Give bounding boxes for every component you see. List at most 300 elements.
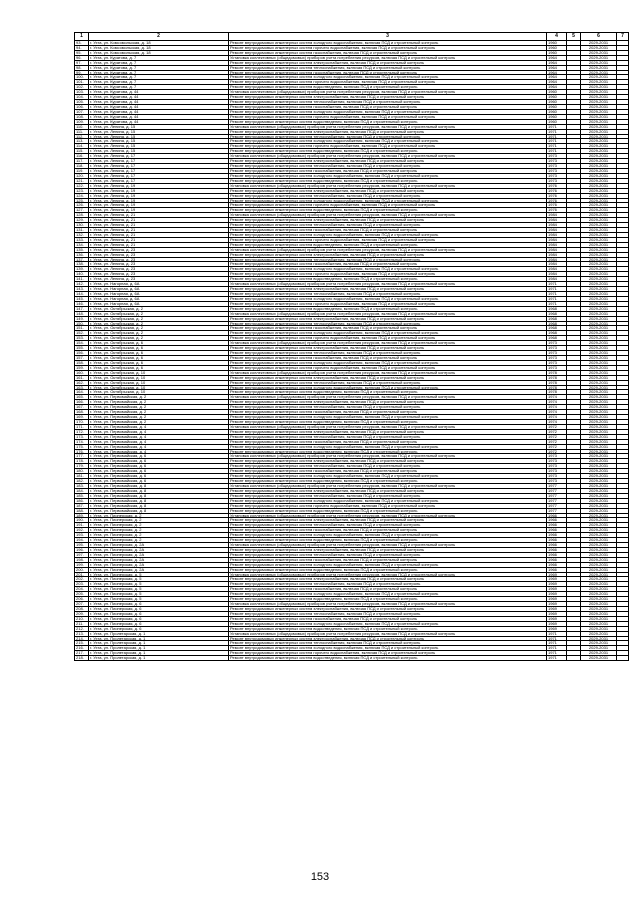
period-cell: 2029-2031 [581,90,617,95]
address-cell: г. Ухта, ул. Нагорная, д. 6А [89,287,229,292]
address-cell: г. Ухта, ул. Ленина, д. 17 [89,159,229,164]
row-number-cell: 97. [75,60,89,65]
period-cell: 2029-2031 [581,375,617,380]
year-built-cell: 1969 [547,602,567,607]
row-number-cell: 218. [75,656,89,661]
period-cell: 2029-2031 [581,306,617,311]
address-cell: г. Ухта, ул. Пионерская, д. 2 [89,518,229,523]
work-type-cell: Ремонт внутридомовых инженерных систем теплоснабжения, включая ПСД и строительный контроль [229,257,547,262]
address-cell: г. Ухта, ул. Октябрьская, д. 6 [89,351,229,356]
period-cell: 2029-2031 [581,178,617,183]
row-number-cell: 102. [75,85,89,90]
work-type-cell: Ремонт внутридомовых инженерных систем электроснабжения, включая ПСД и строительный контроль [229,400,547,405]
work-type-cell: Ремонт внутридомовых инженерных систем холодного водоснабжения, включая ПСД и строительный контроль [229,444,547,449]
period-cell: 2029-2031 [581,616,617,621]
row-number-cell: 197. [75,552,89,557]
row-number-cell: 108. [75,114,89,119]
period-cell: 2029-2031 [581,316,617,321]
row-number-cell: 209. [75,611,89,616]
work-type-cell: Ремонт внутридомовых инженерных систем холодного водоснабжения, включая ПСД и строительный контроль [229,331,547,336]
year-built-cell: 1984 [547,213,567,218]
year-built-cell: 1984 [547,257,567,262]
period-cell: 2029-2031 [581,257,617,262]
period-cell: 2029-2031 [581,469,617,474]
row-number-cell: 188. [75,508,89,513]
year-built-cell: 1964 [547,65,567,70]
period-cell: 2029-2031 [581,321,617,326]
year-built-cell: 1968 [547,331,567,336]
work-type-cell: Установка коллективных (общедомовых) приборов учета потребления ресурсов, включая ПСД и строительный контроль [229,213,547,218]
work-type-cell: Ремонт внутридомовых инженерных систем теплоснабжения, включая ПСД и строительный контроль [229,552,547,557]
period-cell: 2029-2031 [581,602,617,607]
row-number-cell: 134. [75,242,89,247]
row-number-cell: 113. [75,139,89,144]
work-type-cell: Ремонт внутридомовых инженерных систем водоотведения, включая ПСД и строительный контроль [229,242,547,247]
work-type-cell: Ремонт внутридомовых инженерных систем газоснабжения, включая ПСД и строительный контроль [229,50,547,55]
year-built-cell: 1977 [547,498,567,503]
row-number-cell: 178. [75,459,89,464]
address-cell: г. Ухта, ул. Октябрьская, д. 6 [89,360,229,365]
row-number-cell: 190. [75,518,89,523]
address-cell: г. Ухта, ул. Куратова, д. 44 [89,109,229,114]
work-type-cell: Ремонт внутридомовых инженерных систем газоснабжения, включая ПСД и строительный контроль [229,439,547,444]
address-cell: г. Ухта, ул. Ленина, д. 19 [89,203,229,208]
address-cell: г. Ухта, ул. Ленина, д. 15 [89,139,229,144]
row-number-cell: 211. [75,621,89,626]
row-number-cell: 130. [75,223,89,228]
year-built-cell: 1984 [547,242,567,247]
work-type-cell: Ремонт внутридомовых инженерных систем холодного водоснабжения, включая ПСД и строительный контроль [229,267,547,272]
address-cell: г. Ухта, ул. Ленина, д. 15 [89,129,229,134]
year-built-cell: 1969 [547,597,567,602]
work-type-cell: Ремонт внутридомовых инженерных систем электроснабжения, включая ПСД и строительный контроль [229,375,547,380]
address-cell: г. Ухта, ул. Пионерская, д. 2 [89,523,229,528]
row-number-cell: 215. [75,641,89,646]
work-type-cell: Ремонт внутридомовых инженерных систем водоотведения, включая ПСД и строительный контроль [229,178,547,183]
year-built-cell: 1964 [547,85,567,90]
period-cell: 2029-2031 [581,513,617,518]
period-cell: 2029-2031 [581,237,617,242]
row-number-cell: 110. [75,124,89,129]
address-cell: г. Ухта, ул. Октябрьская, д. 2 [89,316,229,321]
work-type-cell: Ремонт внутридомовых инженерных систем холодного водоснабжения, включая ПСД и строительный контроль [229,41,547,46]
work-type-cell: Ремонт внутридомовых инженерных систем теплоснабжения, включая ПСД и строительный контроль [229,292,547,297]
year-built-cell: 1973 [547,178,567,183]
row-number-cell: 95. [75,50,89,55]
period-cell: 2029-2031 [581,301,617,306]
address-cell: г. Ухта, ул. Первомайская, д. 4 [89,424,229,429]
row-number-cell: 216. [75,646,89,651]
year-built-cell: 1971 [547,139,567,144]
period-cell: 2029-2031 [581,365,617,370]
period-cell: 2029-2031 [581,459,617,464]
period-cell: 2029-2031 [581,149,617,154]
year-built-cell: 1960 [547,109,567,114]
column-header: 4 [547,33,567,41]
period-cell: 2029-2031 [581,449,617,454]
period-cell: 2029-2031 [581,218,617,223]
row-number-cell: 210. [75,616,89,621]
work-type-cell: Ремонт внутридомовых инженерных систем электроснабжения, включая ПСД и строительный контроль [229,60,547,65]
work-type-cell: Ремонт внутридомовых инженерных систем электроснабжения, включая ПСД и строительный контроль [229,95,547,100]
address-cell: г. Ухта, ул. Ленина, д. 15 [89,144,229,149]
work-type-cell: Установка коллективных (общедомовых) приборов учета потребления ресурсов, включая ПСД и строительный контроль [229,483,547,488]
row-number-cell: 180. [75,469,89,474]
row-number-cell: 201. [75,572,89,577]
row-number-cell: 125. [75,198,89,203]
work-type-cell: Ремонт внутридомовых инженерных систем водоотведения, включая ПСД и строительный контроль [229,508,547,513]
year-built-cell: 1971 [547,301,567,306]
period-cell: 2029-2031 [581,562,617,567]
row-number-cell: 158. [75,360,89,365]
period-cell: 2029-2031 [581,60,617,65]
period-cell: 2029-2031 [581,523,617,528]
row-number-cell: 200. [75,567,89,572]
work-type-cell: Ремонт внутридомовых инженерных систем теплоснабжения, включая ПСД и строительный контроль [229,434,547,439]
period-cell: 2029-2031 [581,95,617,100]
address-cell: г. Ухта, ул. Пионерская, д. 5 [89,597,229,602]
address-cell: г. Ухта, ул. Пионерская, д. 6 [89,602,229,607]
work-type-cell: Ремонт внутридомовых инженерных систем электроснабжения, включая ПСД и строительный контроль [229,346,547,351]
row-number-cell: 145. [75,296,89,301]
work-type-cell: Ремонт внутридомовых инженерных систем электроснабжения, включая ПСД и строительный контроль [229,188,547,193]
period-cell: 2029-2031 [581,380,617,385]
period-cell: 2029-2031 [581,134,617,139]
row-number-cell: 157. [75,356,89,361]
row-number-cell: 147. [75,306,89,311]
address-cell: г. Ухта, ул. Октябрьская, д. 6 [89,365,229,370]
year-built-cell: 1984 [547,267,567,272]
row-number-cell: 196. [75,547,89,552]
year-built-cell: 1973 [547,360,567,365]
row-number-cell: 118. [75,164,89,169]
year-built-cell: 1968 [547,336,567,341]
address-cell: г. Ухта, ул. Октябрьская, д. 2 [89,306,229,311]
period-cell: 2029-2031 [581,41,617,46]
year-built-cell: 1971 [547,656,567,661]
row-number-cell: 136. [75,252,89,257]
period-cell: 2029-2031 [581,538,617,543]
work-type-cell: Установка коллективных (общедомовых) приборов учета потребления ресурсов, включая ПСД и строительный контроль [229,572,547,577]
address-cell: г. Ухта, ул. Первомайская, д. 4 [89,444,229,449]
year-built-cell: 1971 [547,296,567,301]
row-number-cell: 184. [75,488,89,493]
period-cell: 2029-2031 [581,503,617,508]
year-built-cell: 1969 [547,577,567,582]
year-built-cell: 1964 [547,60,567,65]
row-number-cell: 185. [75,493,89,498]
work-type-cell: Ремонт внутридомовых инженерных систем электроснабжения, включая ПСД и строительный контроль [229,159,547,164]
row-number-cell: 161. [75,375,89,380]
row-number-cell: 166. [75,400,89,405]
work-type-cell: Ремонт внутридомовых инженерных систем холодного водоснабжения, включая ПСД и строительный контроль [229,173,547,178]
work-type-cell: Ремонт внутридомовых инженерных систем водоотведения, включая ПСД и строительный контроль [229,85,547,90]
period-cell: 2029-2031 [581,282,617,287]
row-number-cell: 177. [75,454,89,459]
work-type-cell: Установка коллективных (общедомовых) приборов учета потребления ресурсов, включая ПСД и строительный контроль [229,454,547,459]
work-type-cell: Ремонт внутридомовых инженерных систем электроснабжения, включая ПСД и строительный контроль [229,459,547,464]
year-built-cell: 1978 [547,385,567,390]
period-cell: 2029-2031 [581,577,617,582]
period-cell: 2029-2031 [581,592,617,597]
address-cell: г. Ухта, ул. Первомайская, д. 8 [89,483,229,488]
address-cell: г. Ухта, ул. Пионерская, д. 2А [89,552,229,557]
row-number-cell: 183. [75,483,89,488]
year-built-cell: 1976 [547,208,567,213]
year-built-cell: 1969 [547,587,567,592]
address-cell: г. Ухта, ул. Куратова, д. 7 [89,65,229,70]
work-type-cell: Установка коллективных (общедомовых) приборов учета потребления ресурсов, включая ПСД и строительный контроль [229,311,547,316]
year-built-cell: 1966 [547,513,567,518]
year-built-cell: 1969 [547,572,567,577]
work-type-cell: Ремонт внутридомовых инженерных систем холодного водоснабжения, включая ПСД и строительный контроль [229,139,547,144]
period-cell: 2029-2031 [581,508,617,513]
year-built-cell: 1960 [547,104,567,109]
work-type-cell: Ремонт внутридомовых инженерных систем горячего водоснабжения, включая ПСД и строительный контроль [229,80,547,85]
period-cell: 2029-2031 [581,464,617,469]
period-cell: 2029-2031 [581,611,617,616]
work-type-cell: Установка коллективных (общедомовых) приборов учета потребления ресурсов, включая ПСД и строительный контроль [229,183,547,188]
row-number-cell: 140. [75,272,89,277]
row-number-cell: 143. [75,287,89,292]
row-number-cell: 98. [75,65,89,70]
row-number-cell: 194. [75,538,89,543]
period-cell: 2029-2031 [581,479,617,484]
work-type-cell: Ремонт внутридомовых инженерных систем газоснабжения, включая ПСД и строительный контроль [229,616,547,621]
work-type-cell: Ремонт внутридомовых инженерных систем теплоснабжения, включая ПСД и строительный контроль [229,523,547,528]
year-built-cell: 1974 [547,400,567,405]
period-cell: 2029-2031 [581,168,617,173]
year-built-cell: 1972 [547,424,567,429]
address-cell: г. Ухта, ул. Первомайская, д. 2 [89,419,229,424]
period-cell: 2029-2031 [581,154,617,159]
address-cell: г. Ухта, ул. Пионерская, д. 6 [89,611,229,616]
row-number-cell: 123. [75,188,89,193]
row-number-cell: 132. [75,232,89,237]
period-cell: 2029-2031 [581,434,617,439]
address-cell: г. Ухта, ул. Нагорная, д. 6А [89,301,229,306]
address-cell: г. Ухта, ул. Пролетарская, д. 1 [89,646,229,651]
work-type-cell: Ремонт внутридомовых инженерных систем электроснабжения, включая ПСД и строительный контроль [229,129,547,134]
year-built-cell: 1973 [547,168,567,173]
column-header: 5 [567,33,581,41]
work-type-cell: Ремонт внутридомовых инженерных систем водоотведения, включая ПСД и строительный контроль [229,119,547,124]
period-cell: 2029-2031 [581,198,617,203]
row-number-cell: 94. [75,45,89,50]
year-built-cell: 1969 [547,626,567,631]
year-built-cell: 1964 [547,70,567,75]
period-cell: 2029-2031 [581,498,617,503]
row-number-cell: 169. [75,415,89,420]
address-cell: г. Ухта, ул. Ленина, д. 19 [89,183,229,188]
address-cell: г. Ухта, ул. Ленина, д. 19 [89,188,229,193]
column-header: 2 [89,33,229,41]
row-number-cell: 176. [75,449,89,454]
year-built-cell: 1976 [547,198,567,203]
row-number-cell: 107. [75,109,89,114]
work-type-cell: Ремонт внутридомовых инженерных систем водоотведения, включая ПСД и строительный контроль [229,208,547,213]
year-built-cell: 1966 [547,562,567,567]
period-cell: 2029-2031 [581,109,617,114]
work-type-cell: Ремонт внутридомовых инженерных систем газоснабжения, включая ПСД и строительный контроль [229,104,547,109]
period-cell: 2029-2031 [581,252,617,257]
work-type-cell: Установка коллективных (общедомовых) приборов учета потребления ресурсов, включая ПСД и строительный контроль [229,513,547,518]
period-cell: 2029-2031 [581,119,617,124]
row-number-cell: 149. [75,316,89,321]
page-number: 153 [310,871,330,883]
row-number-cell: 204. [75,587,89,592]
year-built-cell: 1984 [547,277,567,282]
address-cell: г. Ухта, ул. Октябрьская, д. 10 [89,385,229,390]
address-cell: г. Ухта, ул. Пионерская, д. 2А [89,543,229,548]
address-cell: г. Ухта, ул. Первомайская, д. 4 [89,449,229,454]
work-type-cell: Ремонт внутридомовых инженерных систем горячего водоснабжения, включая ПСД и строительный контроль [229,336,547,341]
address-cell: г. Ухта, ул. Пролетарская, д. 1 [89,631,229,636]
year-built-cell: 1969 [547,582,567,587]
address-cell: г. Ухта, ул. Первомайская, д. 2 [89,395,229,400]
work-type-cell: Ремонт внутридомовых инженерных систем газоснабжения, включая ПСД и строительный контроль [229,410,547,415]
period-cell: 2029-2031 [581,139,617,144]
address-cell: г. Ухта, ул. Первомайская, д. 6 [89,479,229,484]
address-cell: г. Ухта, ул. Куратова, д. 7 [89,75,229,80]
row-number-cell: 146. [75,301,89,306]
work-type-cell: Ремонт внутридомовых инженерных систем электроснабжения, включая ПСД и строительный контроль [229,577,547,582]
row-number-cell: 105. [75,100,89,105]
address-cell: г. Ухта, ул. Первомайская, д. 8 [89,493,229,498]
address-cell: г. Ухта, ул. Первомайская, д. 6 [89,474,229,479]
period-cell: 2029-2031 [581,419,617,424]
year-built-cell: 1976 [547,188,567,193]
period-cell: 2029-2031 [581,621,617,626]
address-cell: г. Ухта, ул. Пролетарская, д. 1 [89,636,229,641]
work-type-cell: Установка коллективных (общедомовых) приборов учета потребления ресурсов, включая ПСД и строительный контроль [229,247,547,252]
year-built-cell: 1978 [547,390,567,395]
row-number-cell: 181. [75,474,89,479]
work-type-cell: Ремонт внутридомовых инженерных систем холодного водоснабжения, включая ПСД и строительный контроль [229,109,547,114]
work-type-cell: Ремонт внутридомовых инженерных систем водоотведения, включая ПСД и строительный контроль [229,567,547,572]
year-built-cell: 1966 [547,528,567,533]
work-type-cell: Ремонт внутридомовых инженерных систем теплоснабжения, включая ПСД и строительный контроль [229,193,547,198]
works-table [74,32,629,661]
work-type-cell: Ремонт внутридомовых инженерных систем газоснабжения, включая ПСД и строительный контроль [229,262,547,267]
year-built-cell: 1976 [547,203,567,208]
address-cell: г. Ухта, ул. Куратова, д. 44 [89,104,229,109]
work-type-cell: Ремонт внутридомовых инженерных систем холодного водоснабжения, включая ПСД и строительный контроль [229,498,547,503]
address-cell: г. Ухта, ул. Пионерская, д. 2А [89,562,229,567]
address-cell: г. Ухта, ул. Нагорная, д. 6А [89,282,229,287]
work-type-cell: Ремонт внутридомовых инженерных систем электроснабжения, включая ПСД и строительный контроль [229,488,547,493]
address-cell: г. Ухта, ул. Первомайская, д. 8 [89,503,229,508]
row-number-cell: 179. [75,464,89,469]
address-cell: г. Ухта, ул. Ленина, д. 17 [89,178,229,183]
year-built-cell: 1977 [547,488,567,493]
year-built-cell: 1973 [547,159,567,164]
row-number-cell: 189. [75,513,89,518]
year-built-cell: 1972 [547,444,567,449]
year-built-cell: 1974 [547,395,567,400]
year-built-cell: 1966 [547,552,567,557]
empty-cell [567,656,581,661]
address-cell: г. Ухта, ул. Ленина, д. 21 [89,213,229,218]
year-built-cell: 1971 [547,149,567,154]
year-built-cell: 1972 [547,429,567,434]
address-cell: г. Ухта, ул. Первомайская, д. 2 [89,410,229,415]
work-type-cell: Ремонт внутридомовых инженерных систем горячего водоснабжения, включая ПСД и строительный контроль [229,203,547,208]
year-built-cell: 1971 [547,287,567,292]
address-cell: г. Ухта, ул. Ленина, д. 19 [89,208,229,213]
address-cell: г. Ухта, ул. Пролетарская, д. 1 [89,656,229,661]
row-number-cell: 101. [75,80,89,85]
address-cell: г. Ухта, ул. Пролетарская, д. 1 [89,641,229,646]
address-cell: г. Ухта, ул. Пионерская, д. 5 [89,577,229,582]
row-number-cell: 159. [75,365,89,370]
table-header [75,33,629,41]
address-cell: г. Ухта, ул. Октябрьская, д. 2 [89,336,229,341]
year-built-cell: 1969 [547,611,567,616]
year-built-cell: 1966 [547,538,567,543]
row-number-cell: 142. [75,282,89,287]
work-type-cell: Ремонт внутридомовых инженерных систем электроснабжения, включая ПСД и строительный контроль [229,429,547,434]
work-type-cell: Ремонт внутридомовых инженерных систем теплоснабжения, включая ПСД и строительный контроль [229,464,547,469]
row-number-cell: 160. [75,370,89,375]
year-built-cell: 1973 [547,154,567,159]
work-type-cell: Ремонт внутридомовых инженерных систем теплоснабжения, включая ПСД и строительный контроль [229,641,547,646]
period-cell: 2029-2031 [581,75,617,80]
period-cell: 2029-2031 [581,567,617,572]
work-type-cell: Ремонт внутридомовых инженерных систем горячего водоснабжения, включая ПСД и строительный контроль [229,301,547,306]
work-type-cell: Установка коллективных (общедомовых) приборов учета потребления ресурсов, включая ПСД и строительный контроль [229,90,547,95]
row-number-cell: 173. [75,434,89,439]
period-cell: 2029-2031 [581,336,617,341]
year-built-cell: 1977 [547,508,567,513]
year-built-cell: 1964 [547,55,567,60]
work-type-cell: Ремонт внутридомовых инженерных систем холодного водоснабжения, включая ПСД и строительный контроль [229,360,547,365]
address-cell: г. Ухта, ул. Комсомольская, д. 18 [89,50,229,55]
year-built-cell: 1973 [547,351,567,356]
period-cell: 2029-2031 [581,55,617,60]
work-type-cell: Установка коллективных (общедомовых) приборов учета потребления ресурсов, включая ПСД и строительный контроль [229,631,547,636]
address-cell: г. Ухта, ул. Нагорная, д. 6А [89,296,229,301]
address-cell: г. Ухта, ул. Ленина, д. 21 [89,242,229,247]
work-type-cell: Ремонт внутридомовых инженерных систем газоснабжения, включая ПСД и строительный контроль [229,356,547,361]
period-cell: 2029-2031 [581,247,617,252]
period-cell: 2029-2031 [581,228,617,233]
period-cell: 2029-2031 [581,429,617,434]
row-number-cell: 192. [75,528,89,533]
year-built-cell: 1969 [547,592,567,597]
work-type-cell: Ремонт внутридомовых инженерных систем горячего водоснабжения, включая ПСД и строительный контроль [229,237,547,242]
row-number-cell: 99. [75,70,89,75]
year-built-cell: 1972 [547,439,567,444]
work-type-cell: Ремонт внутридомовых инженерных систем водоотведения, включая ПСД и строительный контроль [229,626,547,631]
row-number-cell: 106. [75,104,89,109]
year-built-cell: 1971 [547,646,567,651]
period-cell: 2029-2031 [581,242,617,247]
period-cell: 2029-2031 [581,400,617,405]
row-number-cell: 120. [75,173,89,178]
address-cell: г. Ухта, ул. Октябрьская, д. 10 [89,390,229,395]
address-cell: г. Ухта, ул. Пионерская, д. 5 [89,587,229,592]
address-cell: г. Ухта, ул. Ленина, д. 21 [89,232,229,237]
work-type-cell: Ремонт внутридомовых инженерных систем электроснабжения, включая ПСД и строительный контроль [229,607,547,612]
period-cell: 2029-2031 [581,85,617,90]
period-cell: 2029-2031 [581,607,617,612]
work-type-cell: Установка коллективных (общедомовых) приборов учета потребления ресурсов, включая ПСД и строительный контроль [229,55,547,60]
work-type-cell: Ремонт внутридомовых инженерных систем горячего водоснабжения, включая ПСД и строительный контроль [229,45,547,50]
period-cell: 2029-2031 [581,326,617,331]
period-cell: 2029-2031 [581,223,617,228]
address-cell: г. Ухта, ул. Пионерская, д. 2А [89,547,229,552]
